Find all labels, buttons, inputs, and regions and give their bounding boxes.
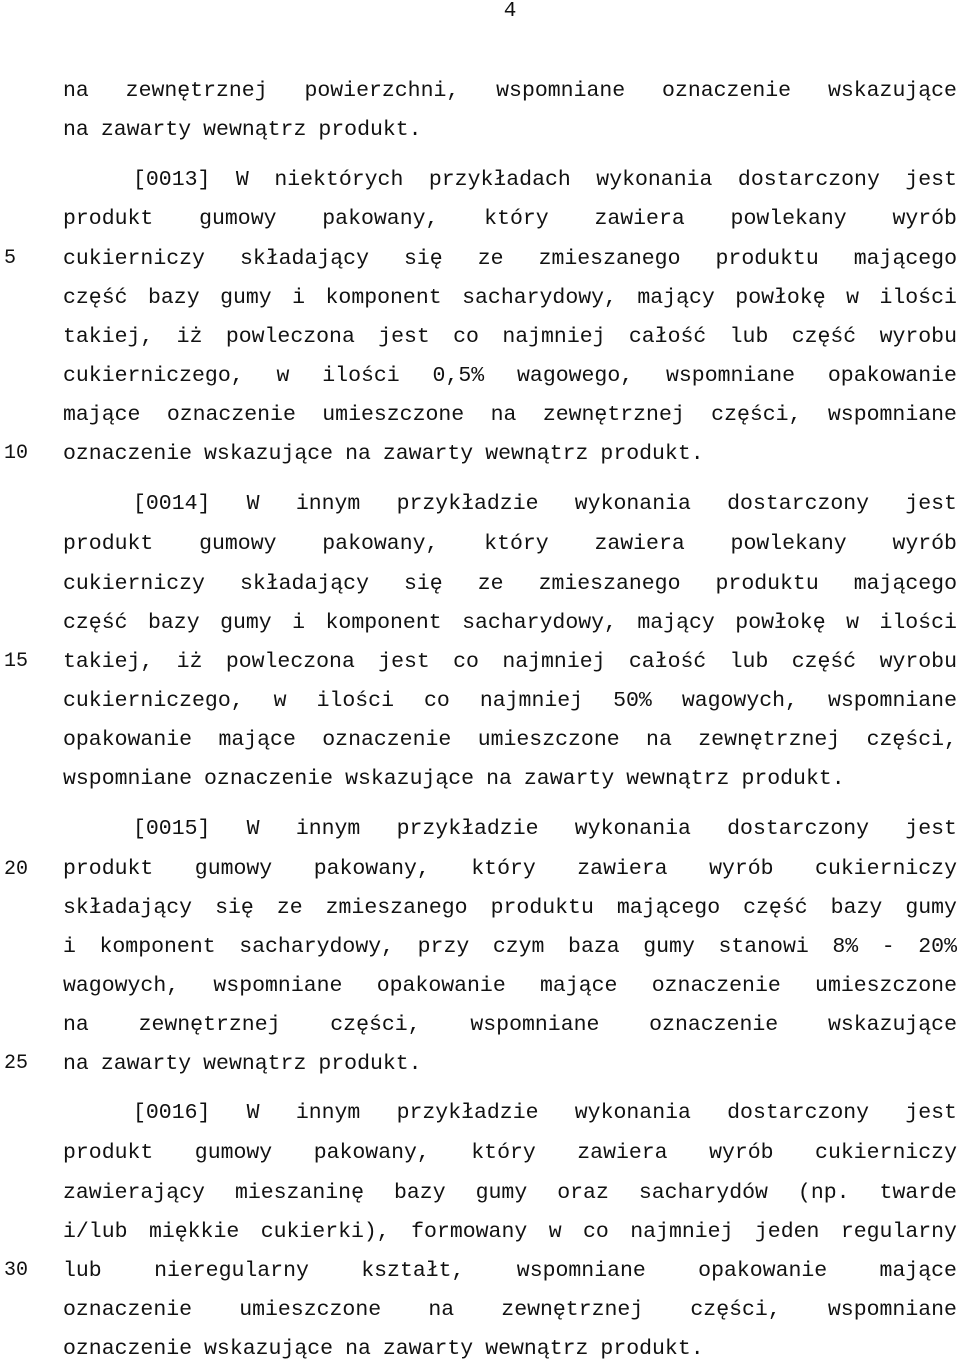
- text-word: oznaczenie: [651, 974, 781, 998]
- text-word: formowany: [411, 1220, 528, 1244]
- text-word: umieszczone: [477, 728, 620, 752]
- text-word: oznaczenie: [166, 403, 296, 427]
- text-word: 20%: [918, 935, 957, 959]
- text-word: W: [246, 492, 260, 516]
- text-word: dostarczony: [727, 1101, 870, 1125]
- text-word: część: [63, 611, 128, 635]
- text-word: i/lub: [63, 1220, 128, 1244]
- text-word: miękkie: [148, 1220, 240, 1244]
- text-word: wewnątrz: [203, 118, 307, 142]
- text-word: cukierniczy: [63, 572, 205, 596]
- text-word: całość: [628, 650, 707, 674]
- text-word: kształt,: [361, 1259, 465, 1283]
- text-word: części,: [690, 1298, 781, 1322]
- text-word: oznaczenie: [322, 728, 452, 752]
- text-word: sacharydowy,: [462, 611, 617, 635]
- text-word: powleczona: [225, 325, 355, 349]
- text-word: ilości: [322, 364, 400, 388]
- text-word: mającego: [853, 572, 957, 596]
- text-line: [63, 1337, 957, 1361]
- text-word: zawiera: [594, 207, 685, 231]
- text-word: mieszaninę: [234, 1181, 364, 1205]
- text-word: części,: [711, 403, 802, 427]
- text-line: [63, 532, 957, 556]
- text-word: wspomniane: [827, 403, 957, 427]
- text-word: i: [63, 935, 76, 959]
- text-word: się: [404, 247, 443, 271]
- text-word: wskazujące: [345, 767, 475, 791]
- text-line: [63, 247, 957, 271]
- page-number: 4: [503, 0, 517, 23]
- text-word: wykonania: [596, 168, 713, 192]
- text-word: zmieszanego: [538, 247, 681, 271]
- text-word: wykonania: [574, 1101, 691, 1125]
- text-line: [63, 650, 957, 674]
- text-word: iż: [176, 650, 203, 674]
- text-word: jest: [378, 650, 430, 674]
- text-word: sacharydowy,: [239, 935, 395, 959]
- text-word: na: [345, 1337, 371, 1361]
- text-word: który: [471, 857, 536, 881]
- text-line: [63, 325, 957, 349]
- text-line: [63, 689, 957, 713]
- text-word: który: [484, 532, 549, 556]
- text-word: wagowych,: [681, 689, 798, 713]
- text-line: [63, 572, 957, 596]
- text-word: mający: [637, 286, 715, 310]
- text-word: wewnątrz: [626, 767, 730, 791]
- text-word: takiej,: [63, 650, 154, 674]
- text-word: najmniej: [630, 1220, 734, 1244]
- text-word: komponent: [325, 611, 442, 635]
- text-word: opakowanie: [63, 728, 193, 752]
- text-word: komponent: [325, 286, 442, 310]
- text-line: [63, 1052, 957, 1076]
- text-word: powłokę: [735, 611, 826, 635]
- text-word: wskazujące: [827, 1013, 957, 1037]
- text-word: pakowany,: [322, 207, 439, 231]
- text-word: lub: [729, 325, 769, 349]
- text-line: [63, 364, 957, 388]
- text-word: W: [246, 817, 260, 841]
- text-word: produkt.: [600, 1337, 704, 1361]
- text-word: przy: [417, 935, 470, 959]
- text-line: [63, 207, 957, 231]
- text-word: najmniej: [502, 325, 606, 349]
- text-word: -: [881, 935, 895, 959]
- text-word: sacharydowy,: [462, 286, 617, 310]
- text-word: iż: [176, 325, 203, 349]
- text-line: [63, 935, 957, 959]
- text-word: co: [583, 1220, 609, 1244]
- text-word: [0015]: [133, 817, 211, 841]
- text-word: ze: [477, 247, 504, 271]
- text-word: zmieszanego: [325, 896, 468, 920]
- text-word: zewnętrznej: [501, 1298, 644, 1322]
- text-word: wykonania: [574, 492, 691, 516]
- text-line: [63, 1259, 957, 1283]
- text-line: [63, 1013, 957, 1037]
- text-word: oznaczenie: [63, 442, 193, 466]
- text-word: wspomniane: [827, 689, 957, 713]
- text-line: [63, 857, 957, 881]
- text-word: w: [846, 286, 859, 310]
- text-word: pakowany,: [322, 532, 439, 556]
- text-word: wspomniane: [470, 1013, 600, 1037]
- text-word: lub: [63, 1259, 102, 1283]
- text-word: gumy: [220, 611, 272, 635]
- text-word: składający: [63, 896, 193, 920]
- text-line: [133, 817, 957, 841]
- text-word: co: [453, 325, 479, 349]
- text-line: [63, 79, 957, 103]
- text-word: powlekany: [730, 207, 847, 231]
- text-word: oznaczenie: [204, 767, 334, 791]
- text-word: nieregularny: [154, 1259, 309, 1283]
- text-word: zewnętrznej: [125, 79, 268, 103]
- text-word: wewnątrz: [203, 1052, 307, 1076]
- text-word: oznaczenie: [63, 1337, 193, 1361]
- text-word: sacharydów: [638, 1181, 768, 1205]
- text-word: produkt: [63, 207, 154, 231]
- text-word: wyrób: [709, 857, 774, 881]
- text-word: wspomniane: [666, 364, 796, 388]
- text-word: produkt.: [318, 1052, 422, 1076]
- text-word: cukierki),: [260, 1220, 390, 1244]
- text-word: wskazujące: [204, 442, 334, 466]
- text-word: na: [428, 1298, 455, 1322]
- text-word: co: [424, 689, 450, 713]
- text-word: część: [743, 896, 808, 920]
- text-word: wewnątrz: [485, 442, 589, 466]
- text-word: ilości: [879, 611, 957, 635]
- text-word: stanowi: [718, 935, 809, 959]
- text-word: [0013]: [133, 168, 211, 192]
- text-word: na: [63, 79, 89, 103]
- text-word: zewnętrznej: [698, 728, 841, 752]
- text-word: wyrób: [892, 207, 957, 231]
- text-word: który: [471, 1141, 536, 1165]
- text-word: wyrób: [892, 532, 957, 556]
- text-word: całość: [628, 325, 707, 349]
- margin-line-number-30: 30: [4, 1259, 29, 1282]
- text-word: 0,5%: [432, 364, 485, 388]
- text-word: i: [292, 286, 306, 310]
- text-word: wyrób: [709, 1141, 774, 1165]
- text-word: który: [484, 207, 549, 231]
- text-word: powleczona: [225, 650, 355, 674]
- text-word: przykładach: [428, 168, 571, 192]
- text-word: się: [215, 896, 254, 920]
- text-word: mający: [637, 611, 715, 635]
- text-word: twarde: [879, 1181, 957, 1205]
- text-word: [0014]: [133, 492, 211, 516]
- text-line: [133, 1101, 957, 1125]
- text-line: [63, 1181, 957, 1205]
- text-word: niektórych: [274, 168, 404, 192]
- text-word: przykładzie: [396, 1101, 539, 1125]
- text-word: dostarczony: [737, 168, 880, 192]
- text-word: jest: [905, 1101, 957, 1125]
- text-word: na: [486, 767, 512, 791]
- text-word: produkt: [63, 1141, 154, 1165]
- text-word: W: [246, 1101, 260, 1125]
- text-word: na: [63, 118, 89, 142]
- text-word: wagowego,: [517, 364, 634, 388]
- text-word: na: [490, 403, 517, 427]
- text-word: wspomniane: [516, 1259, 646, 1283]
- text-line: [63, 1220, 957, 1244]
- text-word: jest: [905, 817, 957, 841]
- text-word: 8%: [832, 935, 859, 959]
- text-word: baza: [568, 935, 620, 959]
- text-word: umieszczone: [815, 974, 957, 998]
- text-word: pakowany,: [313, 857, 430, 881]
- text-word: wyrobu: [879, 650, 957, 674]
- text-word: opakowanie: [376, 974, 506, 998]
- margin-line-number-5: 5: [4, 247, 17, 270]
- text-word: na: [345, 442, 371, 466]
- margin-line-number-10: 10: [4, 442, 29, 465]
- text-word: część: [791, 650, 857, 674]
- text-word: mającego: [853, 247, 957, 271]
- text-line: [63, 1298, 957, 1322]
- text-word: (np.: [797, 1181, 850, 1205]
- text-word: w: [273, 689, 287, 713]
- text-word: część: [791, 325, 857, 349]
- text-word: bazy: [394, 1181, 446, 1205]
- text-word: mające: [63, 403, 141, 427]
- text-word: gumowy: [194, 1141, 273, 1165]
- text-word: na: [63, 1013, 89, 1037]
- text-word: części,: [866, 728, 957, 752]
- text-word: jest: [905, 168, 957, 192]
- text-word: wykonania: [574, 817, 691, 841]
- text-word: produkt.: [600, 442, 704, 466]
- text-word: opakowanie: [698, 1259, 828, 1283]
- text-word: cukierniczy: [63, 247, 205, 271]
- text-word: dostarczony: [727, 492, 870, 516]
- text-word: cukierniczego,: [63, 689, 244, 713]
- text-word: zawierający: [63, 1181, 205, 1205]
- text-word: mające: [218, 728, 296, 752]
- text-word: W: [235, 168, 249, 192]
- text-word: ze: [477, 572, 504, 596]
- text-word: mające: [540, 974, 618, 998]
- text-line: [133, 168, 957, 192]
- text-word: gumy: [905, 896, 957, 920]
- text-word: produkt.: [741, 767, 845, 791]
- text-word: [0016]: [133, 1101, 211, 1125]
- text-word: oraz: [557, 1181, 609, 1205]
- text-word: powierzchni,: [304, 79, 460, 103]
- text-word: zawarty: [523, 767, 615, 791]
- text-word: gumowy: [199, 532, 277, 556]
- text-word: gumy: [643, 935, 695, 959]
- text-word: się: [404, 572, 443, 596]
- text-word: wskazujące: [204, 1337, 334, 1361]
- text-word: części,: [330, 1013, 421, 1037]
- text-word: część: [63, 286, 128, 310]
- text-line: [63, 1141, 957, 1165]
- text-word: zawiera: [577, 1141, 668, 1165]
- text-word: jest: [378, 325, 430, 349]
- text-word: powlekany: [730, 532, 847, 556]
- text-word: cukierniczego,: [63, 364, 244, 388]
- text-word: regularny: [840, 1220, 957, 1244]
- text-line: [63, 611, 957, 635]
- text-word: produkt: [63, 857, 154, 881]
- text-word: bazy: [147, 611, 200, 635]
- text-line: [63, 286, 957, 310]
- text-word: wspomniane: [213, 974, 343, 998]
- text-word: wspomniane: [63, 767, 193, 791]
- text-word: wspomniane: [496, 79, 626, 103]
- text-word: oznaczenie: [63, 1298, 193, 1322]
- text-word: zawarty: [382, 1337, 474, 1361]
- text-word: innym: [295, 817, 361, 841]
- text-word: opakowanie: [827, 364, 957, 388]
- text-word: zawarty: [382, 442, 474, 466]
- text-word: mające: [879, 1259, 957, 1283]
- text-word: zawiera: [577, 857, 668, 881]
- text-word: produktu: [715, 247, 819, 271]
- text-word: cukierniczy: [815, 1141, 957, 1165]
- text-word: zawarty: [100, 118, 192, 142]
- text-word: składający: [239, 572, 369, 596]
- text-line: [63, 442, 957, 466]
- text-word: 50%: [613, 689, 652, 713]
- text-word: na: [63, 1052, 89, 1076]
- text-word: produktu: [490, 896, 594, 920]
- text-word: ze: [276, 896, 303, 920]
- text-word: lub: [729, 650, 769, 674]
- text-word: najmniej: [479, 689, 584, 713]
- text-word: wspomniane: [827, 1298, 957, 1322]
- text-word: produkt: [63, 532, 154, 556]
- text-word: takiej,: [63, 325, 154, 349]
- text-word: pakowany,: [313, 1141, 430, 1165]
- text-word: co: [453, 650, 479, 674]
- margin-line-number-25: 25: [4, 1052, 29, 1075]
- text-word: i: [292, 611, 306, 635]
- text-word: innym: [295, 492, 361, 516]
- text-word: jest: [905, 492, 957, 516]
- text-word: oznaczenie: [662, 79, 792, 103]
- text-line: [63, 728, 957, 752]
- text-word: w: [846, 611, 859, 635]
- text-word: mającego: [616, 896, 721, 920]
- text-line: [63, 896, 957, 920]
- text-word: zewnętrznej: [542, 403, 685, 427]
- text-word: bazy: [830, 896, 883, 920]
- text-line: [63, 767, 957, 791]
- text-word: czym: [492, 935, 545, 959]
- margin-line-number-20: 20: [4, 858, 29, 881]
- text-word: innym: [295, 1101, 361, 1125]
- text-word: przykładzie: [396, 817, 539, 841]
- text-word: powłokę: [735, 286, 826, 310]
- text-word: wskazujące: [827, 79, 957, 103]
- text-word: jeden: [754, 1220, 820, 1244]
- text-word: komponent: [99, 935, 216, 959]
- text-word: gumowy: [194, 857, 273, 881]
- text-word: składający: [239, 247, 369, 271]
- text-word: produkt.: [318, 118, 422, 142]
- text-word: w: [548, 1220, 562, 1244]
- text-word: w: [276, 364, 290, 388]
- text-word: produktu: [715, 572, 819, 596]
- text-word: umieszczone: [239, 1298, 382, 1322]
- text-word: gumy: [220, 286, 272, 310]
- text-word: zawarty: [100, 1052, 192, 1076]
- text-line: [133, 492, 957, 516]
- text-word: umieszczone: [322, 403, 465, 427]
- text-line: [63, 403, 957, 427]
- text-word: gumowy: [199, 207, 277, 231]
- text-word: dostarczony: [727, 817, 870, 841]
- text-word: ilości: [879, 286, 957, 310]
- text-word: bazy: [147, 286, 200, 310]
- text-word: na: [646, 728, 672, 752]
- text-word: wewnątrz: [485, 1337, 589, 1361]
- text-word: ilości: [316, 689, 394, 713]
- text-word: wyrobu: [879, 325, 957, 349]
- text-line: [63, 974, 957, 998]
- text-word: oznaczenie: [649, 1013, 779, 1037]
- text-word: wagowych,: [63, 974, 180, 998]
- text-word: najmniej: [502, 650, 606, 674]
- text-word: gumy: [475, 1181, 528, 1205]
- text-word: zewnętrznej: [138, 1013, 281, 1037]
- text-word: przykładzie: [396, 492, 539, 516]
- text-word: cukierniczy: [815, 857, 957, 881]
- text-word: zawiera: [594, 532, 685, 556]
- text-word: zmieszanego: [538, 572, 681, 596]
- margin-line-number-15: 15: [4, 650, 29, 673]
- text-line: [63, 118, 957, 142]
